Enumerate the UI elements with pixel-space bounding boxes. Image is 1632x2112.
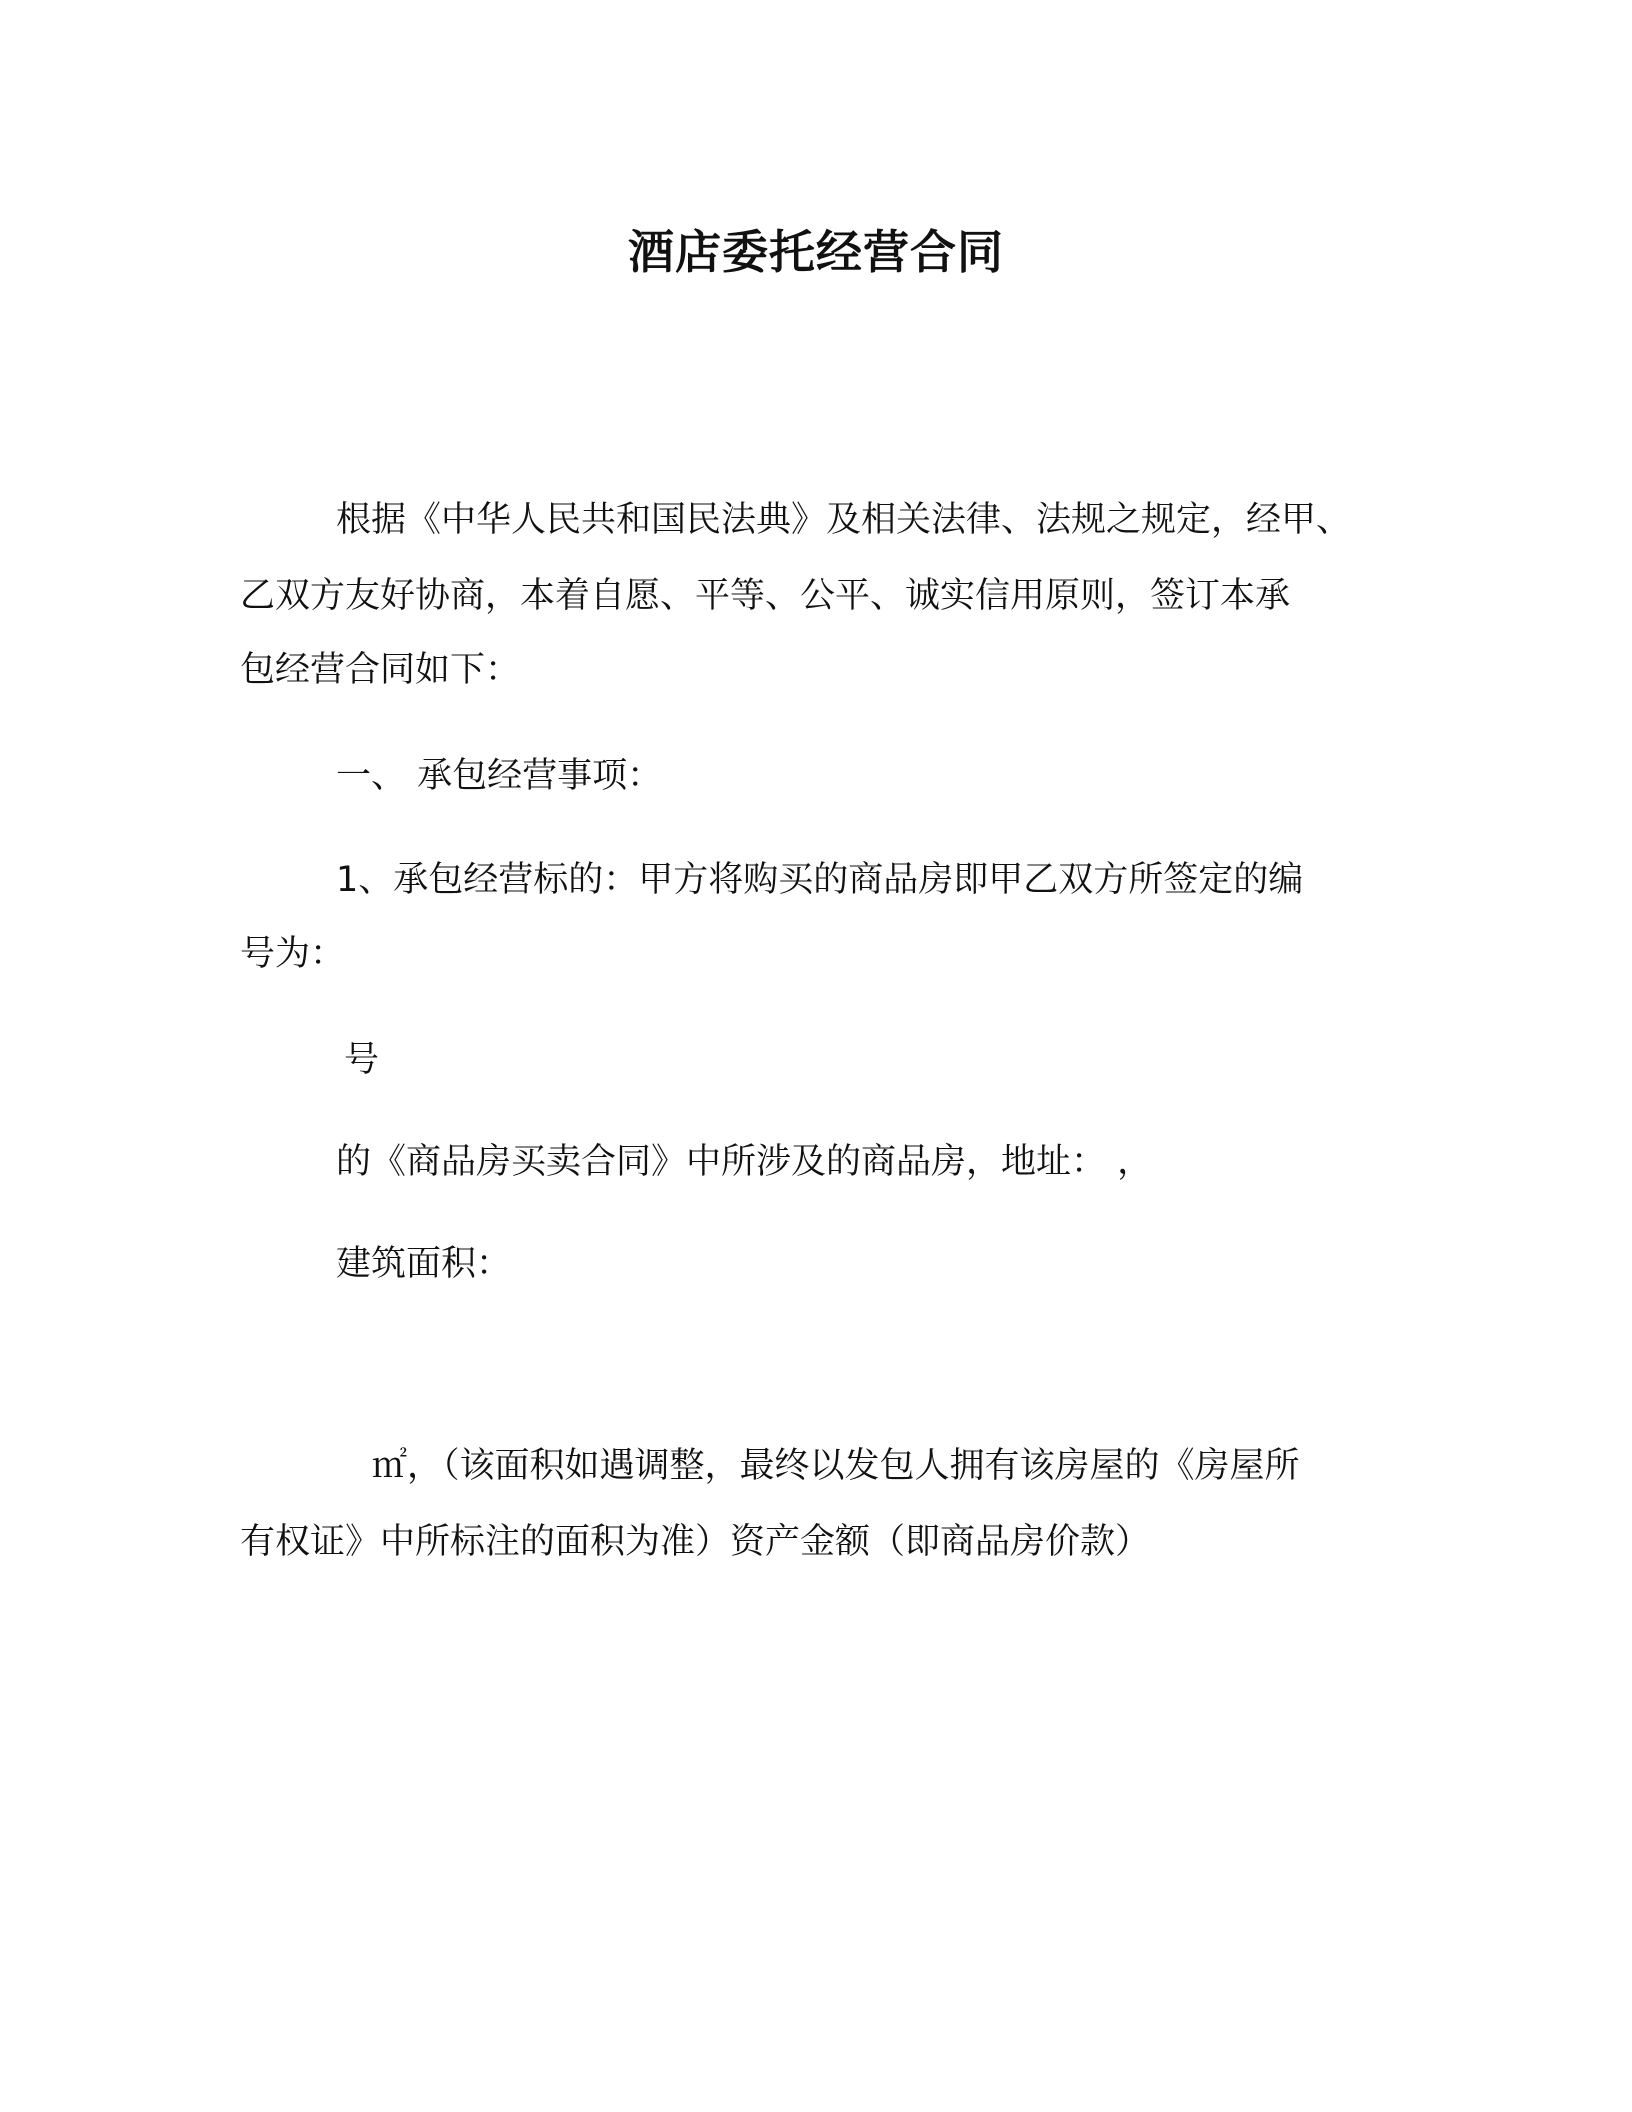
area-note-line-2: 有权证》中所标注的面积为准）资产金额（即商品房价款） [240,1522,1151,1562]
intro-line-3: 包经营合同如下： [240,650,521,690]
intro-line-1: 根据《中华人民共和国民法典》及相关法律、法规之规定，经甲、 [336,500,1352,540]
building-area-label: 建筑面积： [336,1244,512,1284]
document-title: 酒店委托经营合同 [628,225,1004,279]
area-note-line-1: ㎡，（该面积如遇调整，最终以发包人拥有该房屋的《房屋所 [372,1446,1300,1486]
contract-reference: 的《商品房买卖合同》中所涉及的商品房，地址： ， [336,1142,1153,1182]
item-1-line-2: 号为： [240,934,346,974]
number-suffix: 号 [344,1040,380,1080]
intro-line-2: 乙双方友好协商，本着自愿、平等、公平、诚实信用原则，签订本承 [240,576,1291,616]
section-1-heading: 一、 承包经营事项： [336,756,663,796]
item-1-line-1: 1、承包经营标的：甲方将购买的商品房即甲乙双方所签定的编 [336,860,1304,900]
